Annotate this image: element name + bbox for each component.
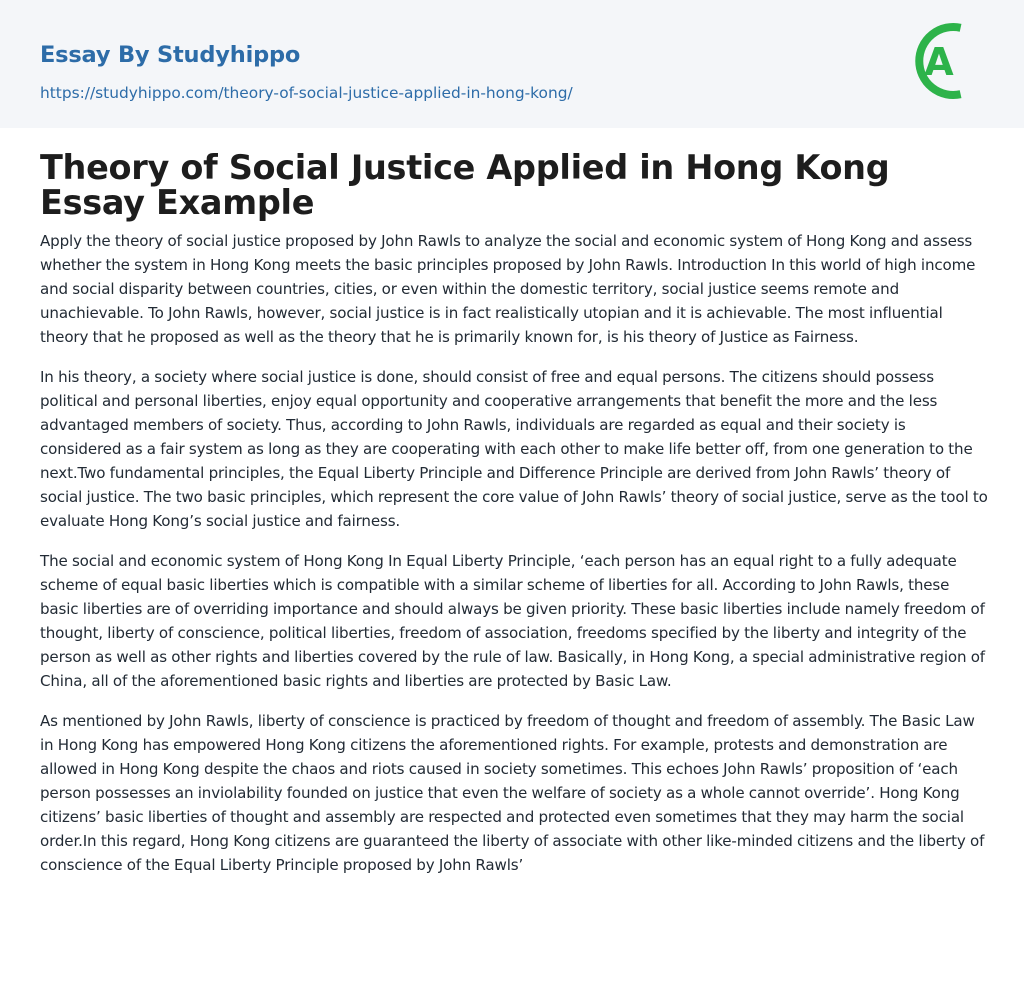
article-url-link[interactable]: https://studyhippo.com/theory-of-social-justice-applied-in-hong-kong/ xyxy=(40,84,573,102)
site-brand[interactable]: Essay By Studyhippo xyxy=(40,42,301,68)
logo-letter: A xyxy=(924,40,954,84)
article-paragraph: As mentioned by John Rawls, liberty of conscience is practiced by freedom of thought and freedom of assembly. The Basic Law in Hong Kong has empowered Hong Kong citizens the aforementioned rights. For example, protests and demonstration are allowed in Hong Kong despite the chaos and riots caused in society sometimes. This echoes John Rawls’ proposition of ‘each person possesses an inviolability founded on justice that even the welfare of society as a whole cannot override’. Hong Kong citizens’ basic liberties of thought and assembly are respected and protected even sometimes that they may harm the social order.In this regard, Hong Kong citizens are guaranteed the liberty of associate with other like-minded citizens and the liberty of conscience of the Equal Liberty Principle proposed by John Rawls’ xyxy=(40,712,985,874)
article-paragraph: Apply the theory of social justice proposed by John Rawls to analyze the social and economic system of Hong Kong and assess whether the system in Hong Kong meets the basic principles proposed by John Rawls. Introduction In this world of high income and social disparity between countries, cities, or even within the domestic territory, social justice seems remote and unachievable. To John Rawls, however, social justice is in fact realistically utopian and it is achievable. The most influential theory that he proposed as well as the theory that he is primarily known for, is his theory of Justice as Fairness. xyxy=(40,232,976,346)
article-body xyxy=(40,229,988,893)
studyhippo-logo-icon[interactable] xyxy=(910,18,988,106)
site-header xyxy=(0,0,1024,128)
page-title: Theory of Social Justice Applied in Hong Kong Essay Example xyxy=(40,148,890,222)
article-paragraph: In his theory, a society where social justice is done, should consist of free and equal persons. The citizens should possess political and personal liberties, enjoy equal opportunity and cooperative arrangements that benefit the more and the less advantaged members of society. Thus, according to John Rawls, individuals are regarded as equal and their society is considered as a fair system as long as they are cooperating with each other to make life better off, from one generation to the next.Two fundamental principles, the Equal Liberty Principle and Difference Principle are derived from John Rawls’ theory of social justice. The two basic principles, which represent the core value of John Rawls’ theory of social justice, serve as the tool to evaluate Hong Kong’s social justice and fairness. xyxy=(40,368,988,530)
article-paragraph: The social and economic system of Hong Kong In Equal Liberty Principle, ‘each person has an equal right to a fully adequate scheme of equal basic liberties which is compatible with a similar scheme of liberties for all. According to John Rawls, these basic liberties are of overriding importance and should always be given priority. These basic liberties include namely freedom of thought, liberty of conscience, political liberties, freedom of association, freedoms specified by the liberty and integrity of the person as well as other rights and liberties covered by the rule of law. Basically, in Hong Kong, a special administrative region of China, all of the aforementioned basic rights and liberties are protected by Basic Law. xyxy=(40,552,985,690)
